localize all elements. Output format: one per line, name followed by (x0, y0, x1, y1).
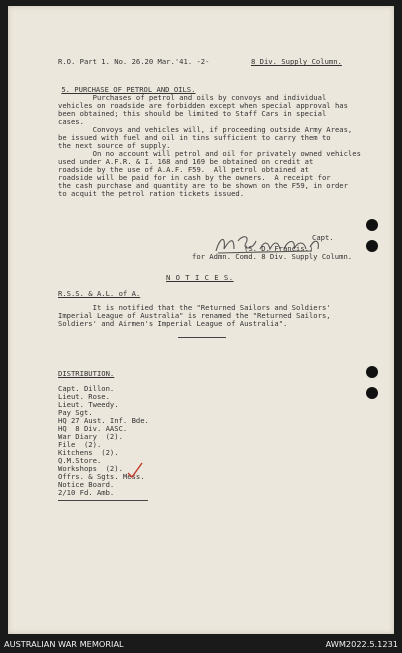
distribution-title: DISTRIBUTION. (58, 369, 115, 378)
paragraph-line: used under A.F.R. & I. 168 and 169 be obtained on credit at (58, 157, 314, 166)
archive-name: AUSTRALIAN WAR MEMORIAL (4, 639, 124, 649)
distribution-item: Q.M.Store. (58, 456, 102, 465)
distribution-item: Lieut. Tweedy. (58, 400, 119, 409)
distribution-item: Workshops (2). (58, 464, 123, 473)
paragraph-line: be issued with fuel and oil in tins sufficient to carry them to (58, 133, 331, 142)
paragraph-line: vehicles on roadside are forbidden except when special approval has (58, 101, 348, 110)
distribution-item: Notice Board. (58, 480, 115, 489)
paragraph-line: Purchases of petrol and oils by convoys and individual (58, 93, 327, 102)
notice-line: Imperial League of Australia" is renamed the "Returned Sailors, (58, 311, 331, 320)
header-unit: 8 Div. Supply Column. (251, 57, 342, 66)
distribution-item: Capt. Dillon. (58, 384, 115, 393)
signature-name: (S. D. Francis.) (244, 244, 314, 253)
pencil-tick-mark (126, 461, 144, 479)
paragraph-line: cases. (58, 117, 84, 126)
distribution-item: Lieut. Rose. (58, 392, 110, 401)
notices-subtitle: R.S.S. & A.L. of A. (58, 289, 141, 298)
distribution-item: HQ 27 Aust. Inf. Bde. (58, 416, 149, 425)
notices-title: N O T I C E S. (166, 273, 234, 282)
distribution-item: War Diary (2). (58, 432, 123, 441)
paragraph-line: Convoys and vehicles will, if proceeding outside Army Areas, (58, 125, 353, 134)
punch-hole (366, 240, 378, 252)
paragraph-line: the cash purchase and quantity are to be shown on the F59, in order (58, 181, 348, 190)
section-title-text: 5. PURCHASE OF PETROL AND OILS. (61, 85, 196, 95)
distribution-item: Pay Sgt. (58, 408, 93, 417)
notice-line: It is notified that the "Returned Sailors and Soldiers' (58, 303, 331, 312)
archive-reference: AWM2022.5.1231 (325, 639, 398, 649)
distribution-item: HQ 8 Div. AASC. (58, 424, 128, 433)
divider (178, 337, 226, 338)
paragraph-line: to acquit the petrol ration tickets issued. (58, 189, 245, 198)
notice-line: Soldiers' and Airmen's Imperial League of Australia". (58, 319, 288, 328)
distribution-item: Kitchens (2). (58, 448, 119, 457)
distribution-item: File (2). (58, 440, 102, 449)
paragraph-line: been obtained; this should be limited to Staff Cars in special (58, 109, 327, 118)
paragraph-line: roadside by the use of A.A.F. F59. All petrol obtained at (58, 165, 309, 174)
document-page (8, 6, 394, 634)
signature-role: for Admn. Comd. 8 Div. Supply Column. (192, 252, 353, 261)
signature-rank: Capt. (312, 233, 334, 242)
paragraph-line: roadside will be paid for in cash by the owners. A receipt for (58, 173, 331, 182)
header-reference: R.O. Part 1. No. 26.20 Mar.'41. -2- (58, 57, 210, 66)
punch-hole (366, 366, 378, 378)
archive-footer (0, 634, 402, 653)
distribution-item: 2/10 Fd. Amb. (58, 488, 115, 497)
paragraph-line: On no account will petrol and oil for privately owned vehicles (58, 149, 361, 158)
punch-hole (366, 219, 378, 231)
distribution-item: Offrs. & Sgts. Mess. (58, 472, 145, 481)
divider (58, 500, 148, 501)
paragraph-line: the next source of supply. (58, 141, 171, 150)
punch-hole (366, 387, 378, 399)
